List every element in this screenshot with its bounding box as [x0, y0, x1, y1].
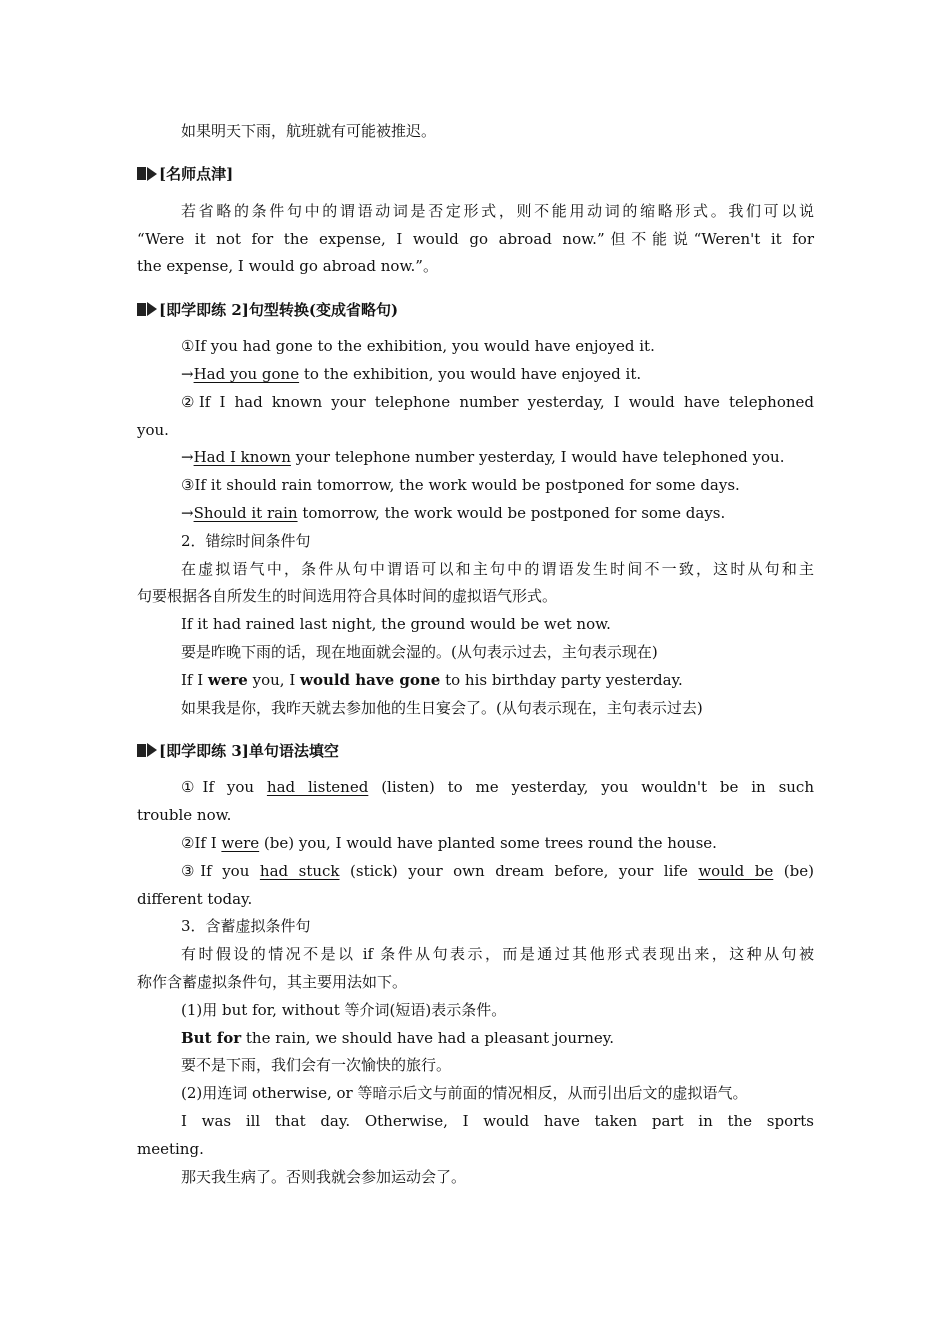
exercise-question: ③If it should rain tomorrow, the work would be postponed for some days. [181, 476, 740, 495]
example-sentence: I was ill that day. Otherwise, I would have taken part in the sports [181, 1111, 814, 1130]
play-marker-icon [137, 167, 157, 181]
example-translation: 那天我生病了。否则我就会参加运动会了。 [181, 1167, 467, 1186]
exercise3-heading: [即学即练 3]单句语法填空 [137, 736, 814, 764]
paragraph: 称作含蓄虚拟条件句，其主要用法如下。 [137, 972, 408, 991]
exercise-question: you. [137, 420, 169, 439]
exercise-question: different today. [137, 889, 253, 908]
exercise-answer: →Should it rain tomorrow, the work would be postponed for some days. [181, 503, 726, 522]
document-page [137, 118, 814, 1191]
answer-blank: Had I known [193, 448, 291, 467]
exercise-answer: →Had you gone to the exhibition, you would have enjoyed it. [181, 364, 642, 383]
rule-item: (2)用连词 otherwise, or 等暗示后文与前面的情况相反，从而引出后文的虚拟语气。 [181, 1084, 748, 1103]
section-title: 2．错综时间条件句 [181, 531, 311, 550]
example-sentence: If it had rained last night, the ground would be wet now. [181, 615, 611, 634]
section-title: 3．含蓄虚拟条件句 [181, 917, 311, 936]
paragraph: 如果明天下雨，航班就有可能被推迟。 [181, 122, 437, 140]
answer-blank: had stuck [259, 861, 340, 880]
answer-blank: would be [698, 861, 774, 880]
exercise-question: trouble now. [137, 806, 232, 825]
rule-item: (1)用 but for, without 等介词(短语)表示条件。 [181, 1000, 507, 1019]
answer-blank: Should it rain [193, 503, 298, 522]
tip-line: “Were it not for the expense, I would go abroad now.”但不能说“Weren't it for [137, 229, 814, 248]
exercise2-heading: [即学即练 2]句型转换(变成省略句) [137, 295, 814, 323]
answer-blank: Had you gone [193, 364, 300, 383]
paragraph: 句要根据各自所发生的时间选用符合具体时间的虚拟语气形式。 [137, 587, 558, 606]
play-marker-icon [137, 302, 157, 316]
exercise-answer: →Had I known your telephone number yesterday, I would have telephoned you. [181, 448, 785, 467]
answer-blank: had listened [266, 778, 369, 797]
paragraph: 有时假设的情况不是以 if 条件从句表示，而是通过其他形式表现出来，这种从句被 [181, 945, 814, 964]
exercise-question: ③If you had stuck (stick) your own dream before, your life would be (be) [181, 861, 814, 880]
example-sentence: meeting. [137, 1139, 204, 1158]
tip-heading: [名师点津] [137, 160, 814, 188]
example-translation: 如果我是你，我昨天就去参加他的生日宴会了。(从句表示现在，主句表示过去) [181, 698, 703, 717]
tip-line: the expense, I would go abroad now.”。 [137, 257, 438, 276]
exercise-question: ①If you had listened (listen) to me yesterday, you wouldn't be in such [181, 778, 814, 797]
example-translation: 要是昨晚下雨的话，现在地面就会湿的。(从句表示过去，主句表示现在) [181, 642, 658, 661]
exercise-question: ②If I were (be) you, I would have planted some trees round the house. [181, 833, 717, 852]
play-marker-icon [137, 743, 157, 757]
exercise-question: ①If you had gone to the exhibition, you would have enjoyed it. [181, 337, 655, 356]
answer-blank: were [221, 833, 260, 852]
example-sentence: But for the rain, we should have had a pleasant journey. [181, 1028, 615, 1047]
tip-line: 若省略的条件句中的谓语动词是否定形式，则不能用动词的缩略形式。我们可以说 [181, 201, 814, 220]
example-sentence: If I were you, I would have gone to his birthday party yesterday. [181, 670, 683, 689]
paragraph: 在虚拟语气中，条件从句中谓语可以和主句中的谓语发生时间不一致，这时从句和主 [181, 559, 814, 578]
example-translation: 要不是下雨，我们会有一次愉快的旅行。 [181, 1056, 452, 1075]
exercise-question: ②If I had known your telephone number yesterday, I would have telephoned [181, 392, 814, 411]
